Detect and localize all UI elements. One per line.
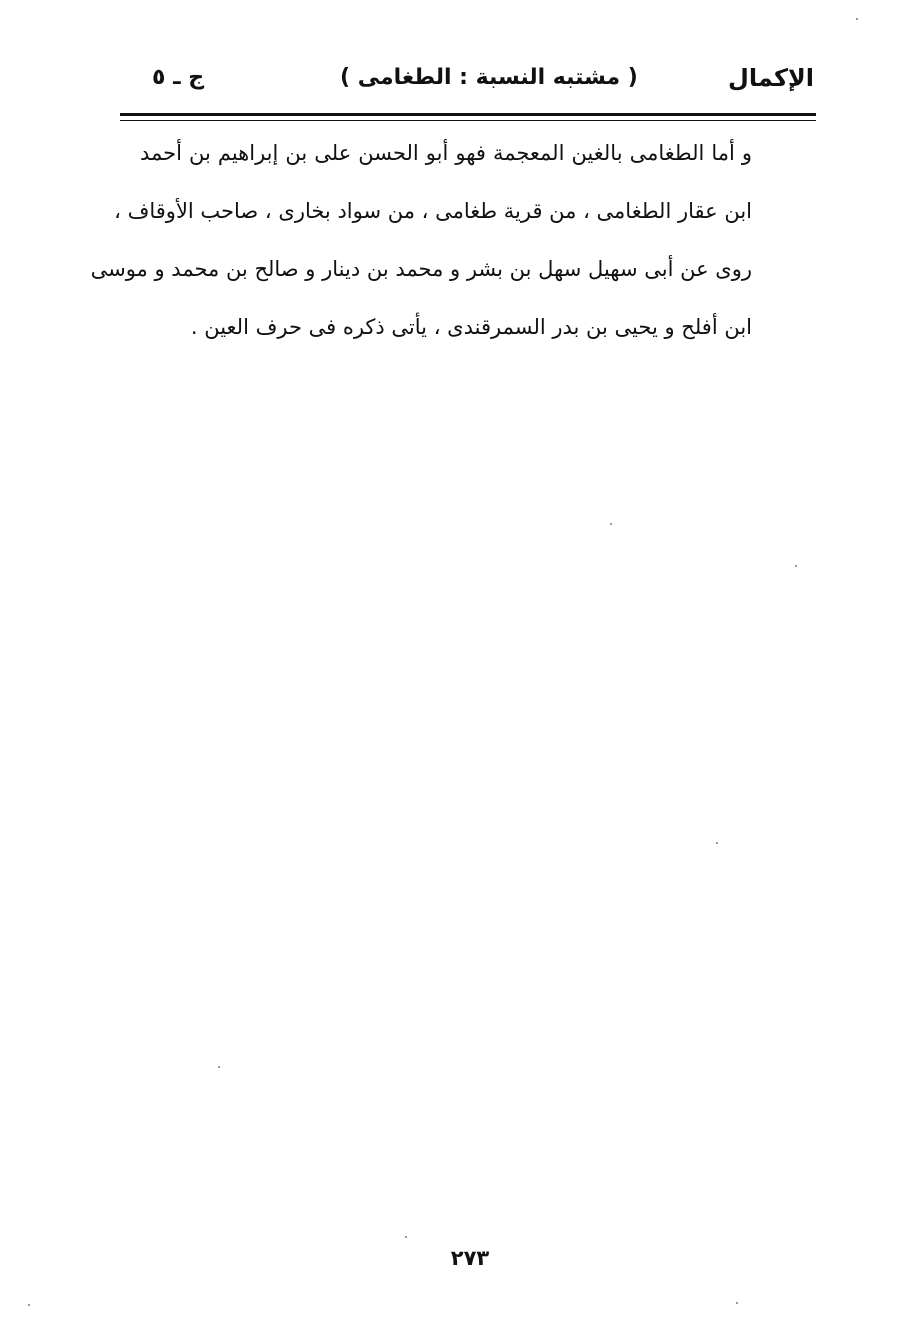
header-rule-thin [120,120,816,121]
book-title: الإكمال [728,64,814,92]
main-text [90,124,752,356]
text-line-2: ابن عقار الطغامى ، من قرية طغامى ، من سواد بخارى ، صاحب الأوقاف ، [114,199,752,223]
scan-speck [28,1304,30,1306]
scan-speck [795,565,797,567]
section-title: ( مشتبه النسبة : الطغامى ) [340,65,638,90]
scan-speck [405,1236,407,1238]
text-line-4: ابن أفلح و يحيى بن بدر السمرقندى ، يأتى ذكره فى حرف العين . [190,315,752,339]
scan-speck [856,18,858,20]
page-number: ٢٧٣ [450,1246,490,1270]
scan-speck [610,523,612,525]
scan-speck [736,1302,738,1304]
text-line-3: روى عن أبى سهيل سهل بن بشر و محمد بن دينار و صالح بن محمد و موسى [90,257,752,281]
volume-number: ج ـ ٥ [152,65,205,90]
text-line-1: و أما الطغامى بالغين المعجمة فهو أبو الحسن على بن إبراهيم بن أحمد [140,141,752,165]
scan-speck [218,1066,220,1068]
scan-speck [716,842,718,844]
header-rule-thick [120,113,816,116]
